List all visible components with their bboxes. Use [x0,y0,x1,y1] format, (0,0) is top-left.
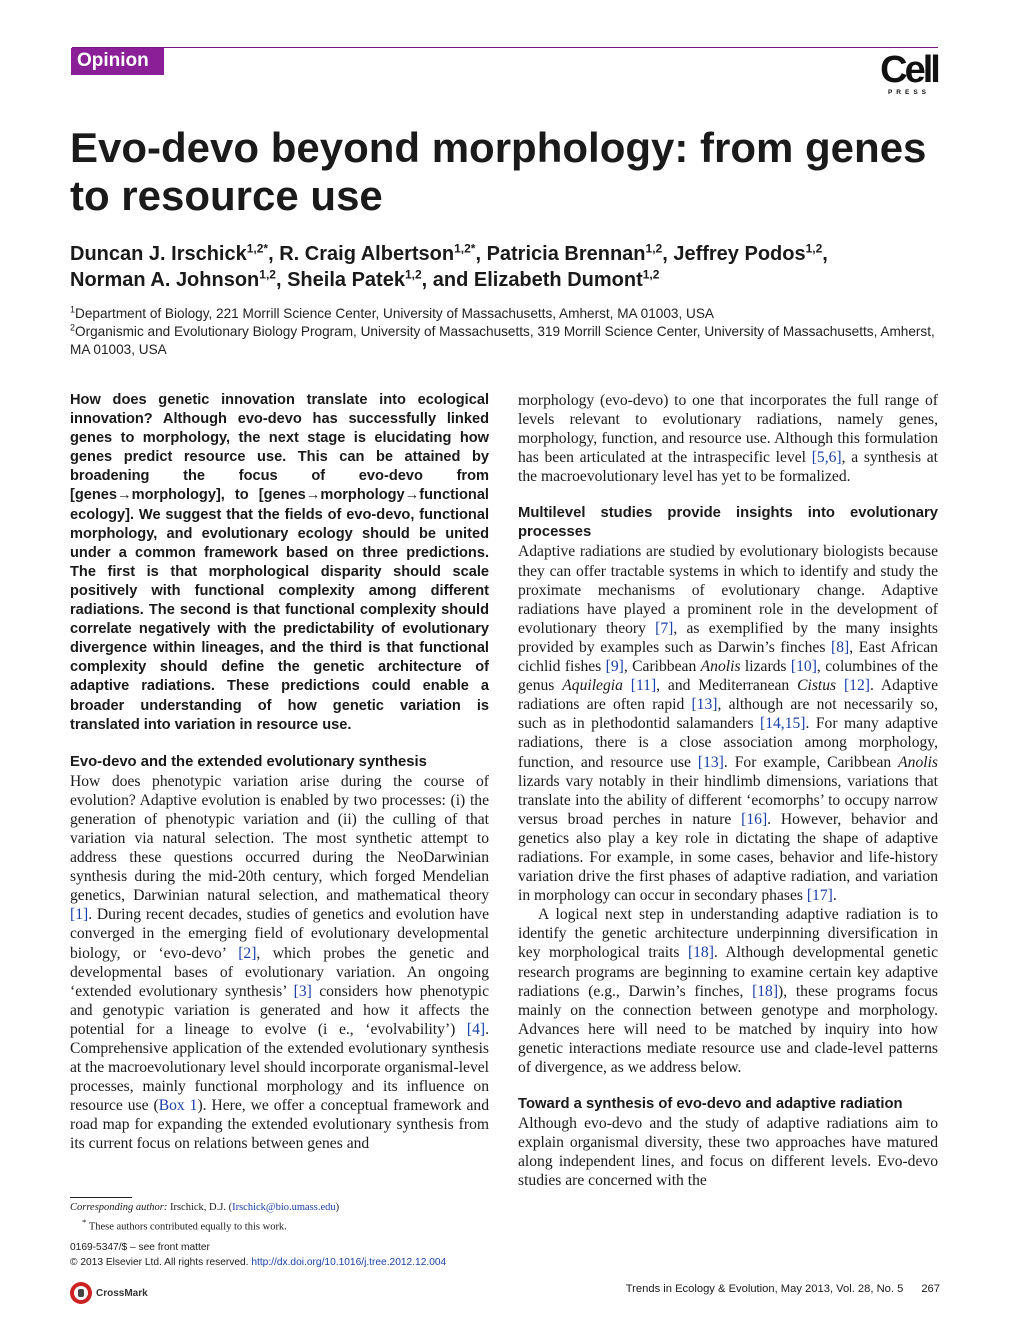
crossmark-icon [70,1282,92,1304]
affiliation: $^1$Department of Biology, 221 Morrill Science Center, University of Massachusetts, Amherst, MA 01003, USA [70,304,714,321]
crossmark-badge[interactable] [70,1281,148,1305]
cell-press-logo [878,49,940,97]
author: Duncan J. Irschick$^{1,2*}$ [70,241,269,265]
ref-link[interactable]: [5,6] [811,449,842,467]
author: Sheila Patek$^{1,2}$ [287,267,422,291]
page-number: 267 [921,1283,940,1295]
ref-link[interactable]: [1] [70,906,89,924]
body-paragraph: How does phenotypic variation arise during the course of evolution? Adaptive evolution is enabled by two processes: (i) the generation of phenotypic variation and (ii) the culling of that variation via natural selection. The most synthetic attempt to address these questions occurred during the NeoDarwinian synthesis during the mid-20th century, which forged Mendelian genetics, Darwinian natural selection, and mathematical theory [1]. During recent decades, studies of genetics and evolution have converged in the emerging field of evolutionary developmental biology, or ‘evo-devo’ [2], which probes the genetic and developmental bases of evolutionary variation. An ongoing ‘extended evolutionary synthesis’ [3] considers how phenotypic and genotypic variation is generated and how it affects the potential for a lineage to evolve (i e., ‘evolvability’) [4]. Comprehensive application of the extended evolutionary synthesis at the macroevolutionary level should incorporate organismal-level processes, mainly functional morphology and its influence on resource use (Box 1). Here, we offer a conceptual framework and road map for expanding the extended evolutionary synthesis from its current focus on relations between genes and [70,772,490,1153]
ref-link[interactable]: [3] [293,982,312,1000]
ref-link[interactable]: [13] [691,696,718,714]
journal-citation: Trends in Ecology & Evolution, May 2013, Vol. 28, No. 5 [625,1283,904,1295]
author: Norman A. Johnson$^{1,2}$ [70,267,276,291]
ref-link[interactable]: [7] [655,619,674,637]
ref-link[interactable]: [4] [466,1020,486,1038]
left-column [70,391,489,1154]
ref-link[interactable]: [16] [741,810,768,828]
section-heading: Evo-devo and the extended evolutionary synthesis [70,753,427,770]
body-paragraph: A logical next step in understanding adaptive radiation is to identify the genetic architecture underpinning diversification in key morphological traits [18]. Although developmental genetic research programs are beginning to examine certain key adaptive radiations (e.g., Darwin’s finches, [18]), these programs focus mainly on the connection between genotype and morphology. Advances here will need to be matched by inquiry into how genetic interactions mediate resource use and clade-level patterns of divergence, as we address below. [518,906,938,1076]
equal-contribution-note: * These authors contributed equally to this work. [82,1217,287,1233]
header-rule [72,47,938,48]
ref-link[interactable]: [9] [605,658,624,676]
body-paragraph: morphology (evo-devo) to one that incorporates the full range of levels relevant to evolutionary radiations, namely genes, morphology, function, and resource use. Although this formulation has been articulated at the intraspecific level [5,6], a synthesis at the macroevolutionary level has yet to be formalized. [518,392,938,486]
ref-link[interactable]: [11] [630,677,657,695]
article-title: Evo-devo beyond morphology: from genes to resource use [70,124,927,219]
body-paragraph: Although evo-devo and the study of adaptive radiations aim to explain organismal diversity, these two approaches have matured along independent lines, and focus on different levels. Evo-devo studies are concerned with the [518,1115,938,1190]
footnote-rule [70,1197,132,1198]
ref-link[interactable]: [8] [831,638,850,656]
copyright-line: © 2013 Elsevier Ltd. All rights reserved. http://dx.doi.org/10.1016/j.tree.2012.12.004 [70,1257,447,1268]
ref-link[interactable]: [13] [697,753,724,771]
logo-sub: PRESS [887,89,931,96]
abstract: How does genetic innovation translate into ecological innovation? Although evo-devo has successfully linked genes to morphology, the next stage is elucidating how genes predict resource use. This can be attained by broadening the focus of evo-devo from [genes→morphology], to [genes→morphology→functional ecology]. We suggest that the fields of evo-devo, functional morphology, and evolutionary ecology should be united under a common framework based on three predictions. The first is that morphological disparity should scale positively with functional complexity among different radiations. The second is that functional complexity should correlate negatively with the predictability of evolutionary divergence within lineages, and the third is that functional complexity should define the genetic architecture of adaptive radiations. These predictions could enable a broader understanding of how genetic variation is translated into variation in resource use. [70,392,489,733]
ref-link[interactable]: [10] [790,658,817,676]
logo-word: Cell [880,49,938,91]
ref-link[interactable]: [18] [687,944,714,962]
body-paragraph: Adaptive radiations are studied by evolutionary biologists because they can offer tractable systems in which to identify and study the proximate mechanisms of evolutionary change. Adaptive radiations have played a prominent role in the development of evolutionary theory [7], as exemplified by the many insights provided by examples such as Darwin’s finches [8], East African cichlid fishes [9], Caribbean Anolis lizards [10], columbines of the genus Aquilegia [11], and Mediterranean Cistus [12]. Adaptive radiations are often rapid [13], although are not necessarily so, such as in plethodontid salamanders [14,15]. For many adaptive radiations, there is a close association among morphology, function, and resource use [13]. For example, Caribbean Anolis lizards vary notably in their hindlimb dimensions, variations that translate into the ability of different ‘ecomorphs’ to occupy narrow versus broad perches in nature [16]. However, behavior and genetics also play a key role in dictating the shape of adaptive radiations. For example, in some cases, behavior and life-history variation drive the first phases of adaptive radiation, and variation in morphology can occur in secondary phases [17]. [518,543,939,905]
ref-link[interactable]: [12] [843,677,870,695]
affiliation: $^2$Organismic and Evolutionary Biology Program, University of Massachusetts, 319 Morrill Science Center, University of Massachusetts, Amherst, MA 01003, USA [70,322,935,357]
ref-link[interactable]: [17] [806,887,833,905]
corresponding-author: Corresponding author: Irschick, D.J. (Irschick@bio.umass.edu) [70,1202,340,1213]
right-column [518,391,938,1190]
author: Elizabeth Dumont$^{1,2}$ [473,267,660,291]
author-list: Duncan J. Irschick$^{1,2*}$, R. Craig Albertson$^{1,2*}$, Patricia Brennan$^{1,2}$, Jeffrey Podos$^{1,2}$, Norman A. Johnson$^{1,2}$, Sheila Patek$^{1,2}$, and Elizabeth Dumont$^{1,2}$ [70,241,828,291]
footer-left [70,1240,500,1270]
email-link[interactable]: Irschick@bio.umass.edu [232,1202,336,1213]
footnotes [70,1201,490,1235]
affiliations [70,305,950,359]
section-tag: Opinion [71,48,164,75]
author: Patricia Brennan$^{1,2}$ [486,241,663,265]
box-link[interactable]: Box 1 [158,1097,198,1115]
section-heading: Multilevel studies provide insights into evolutionary processes [518,505,938,541]
doi-link[interactable]: http://dx.doi.org/10.1016/j.tree.2012.12.004 [251,1257,447,1268]
ref-link[interactable]: [14,15] [760,715,806,733]
ref-link[interactable]: [18] [752,982,779,1000]
author: Jeffrey Podos$^{1,2}$ [673,241,823,265]
section-heading: Toward a synthesis of evo-devo and adaptive radiation [518,1096,903,1113]
author: R. Craig Albertson$^{1,2*}$ [279,241,476,265]
journal-footer [560,1283,940,1295]
ref-link[interactable]: [2] [238,944,257,962]
crossmark-label: CrossMark [96,1287,148,1299]
issn-line: 0169-5347/$ – see front matter [70,1242,210,1253]
